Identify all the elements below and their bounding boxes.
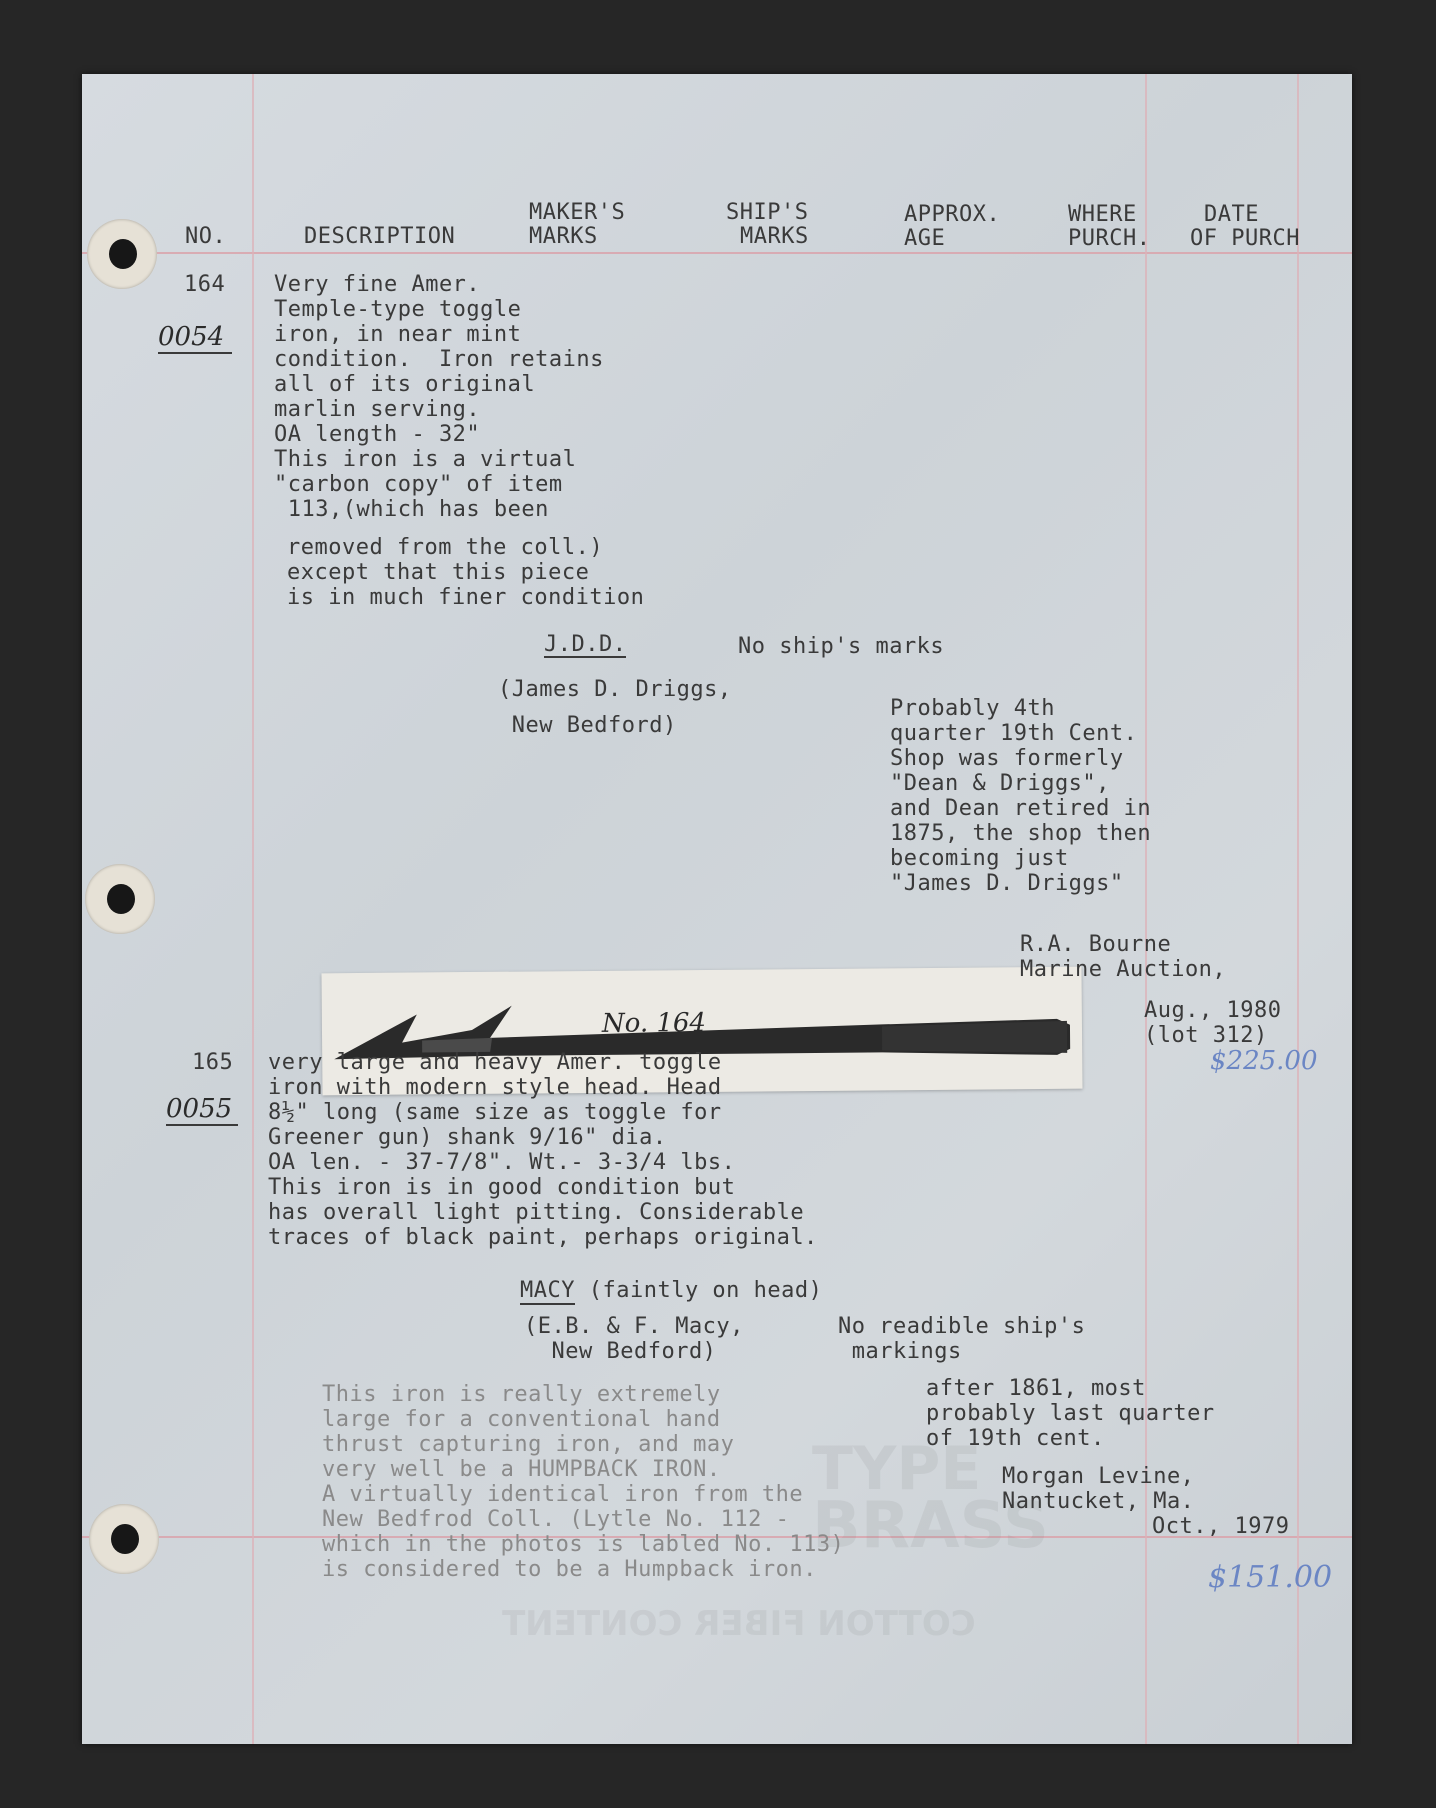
item-165-description: very large and heavy Amer. toggle iron with modern style head. Head 8½" long (same size as toggle for Greener gun) shank 9/16" dia. OA len. - 37-7/8". Wt.- 3-3/4 lbs. This iron is in good condition but has overall light pitting. Considerable traces of black paint, perhaps original. — [268, 1050, 818, 1250]
margin-rule-left — [252, 74, 254, 1744]
item-165-maker-mark-line — [520, 1278, 822, 1303]
header-makers-1: MAKER'S — [529, 200, 626, 225]
header-where-1: WHERE — [1068, 202, 1137, 227]
header-age-2: AGE — [904, 226, 946, 251]
header-no: NO. — [185, 224, 227, 249]
item-164-date-purchased: Aug., 1980 (lot 312) — [1144, 998, 1282, 1048]
item-164-maker-mark: J.D.D. — [544, 632, 627, 657]
header-date-2: OF PURCH — [1190, 226, 1300, 251]
item-165-date-purchased: Oct., 1979 — [1152, 1514, 1290, 1539]
item-164-description-cont: removed from the coll.) except that this piece is in much finer condition — [287, 535, 645, 610]
item-164-maker-name: (James D. Driggs, New Bedford) — [498, 677, 732, 738]
margin-rule-far-right — [1297, 74, 1299, 1744]
binder-hole-bottom — [89, 1504, 159, 1574]
binder-hole-top — [87, 219, 157, 289]
item-165-note: This iron is really extremely large for a conventional hand thrust capturing iron, and may very well be a HUMPBACK IRON. A virtually identical iron from the New Bedfrod Coll. (Lytle No. 112 - which in the photos is labled No. 113) is considered to be a Humpback iron. — [322, 1382, 845, 1582]
header-makers-2: MARKS — [529, 224, 598, 249]
item-164-ships-marks: No ship's marks — [738, 634, 945, 659]
watermark-line3: COTTON FIBER CONTENT — [502, 1604, 976, 1644]
item-164-approx-age: Probably 4th quarter 19th Cent. Shop was formerly "Dean & Driggs", and Dean retired in 1875, the shop then becoming just "James D. Driggs" — [890, 696, 1152, 896]
item-164-photo-label: No. 164 — [601, 1007, 707, 1039]
header-description: DESCRIPTION — [304, 224, 456, 249]
item-164-price: $225.00 — [1210, 1046, 1318, 1076]
item-164-description: Very fine Amer. Temple-type toggle iron, in near mint condition. Iron retains all of its original marlin serving. OA length - 32" This iron is a virtual "carbon copy" of item 113,(which has been — [274, 272, 604, 522]
header-rule — [82, 252, 1352, 254]
header-ships-2: MARKS — [740, 224, 809, 249]
item-165-number: 165 — [192, 1050, 234, 1075]
item-165-price: $151.00 — [1208, 1560, 1333, 1595]
item-165-maker-mark-note: (faintly on head) — [574, 1278, 823, 1303]
item-165-approx-age: after 1861, most probably last quarter of 19th cent. — [926, 1376, 1215, 1451]
header-age-1: APPROX. — [904, 202, 1001, 227]
item-165-maker-name: (E.B. & F. Macy, New Bedford) — [524, 1314, 744, 1364]
header-where-2: PURCH. — [1068, 226, 1151, 251]
binder-hole-middle — [85, 864, 155, 934]
item-165-where-purchased: Morgan Levine, Nantucket, Ma. — [1002, 1464, 1195, 1514]
item-164-number: 164 — [184, 272, 226, 297]
watermark-line2: BRASS — [812, 1489, 1049, 1563]
header-date-1: DATE — [1204, 202, 1259, 227]
header-ships-1: SHIP'S — [726, 200, 809, 225]
item-164-where-purchased: R.A. Bourne Marine Auction, — [1020, 932, 1227, 982]
ledger-page — [82, 74, 1352, 1744]
watermark-line1: TYPE — [812, 1434, 982, 1504]
item-164-catalog-number: 0054 — [158, 322, 232, 354]
item-165-ships-marks: No readible ship's markings — [838, 1314, 1086, 1364]
item-165-catalog-number: 0055 — [166, 1094, 238, 1126]
item-165-maker-mark: MACY — [520, 1278, 575, 1303]
